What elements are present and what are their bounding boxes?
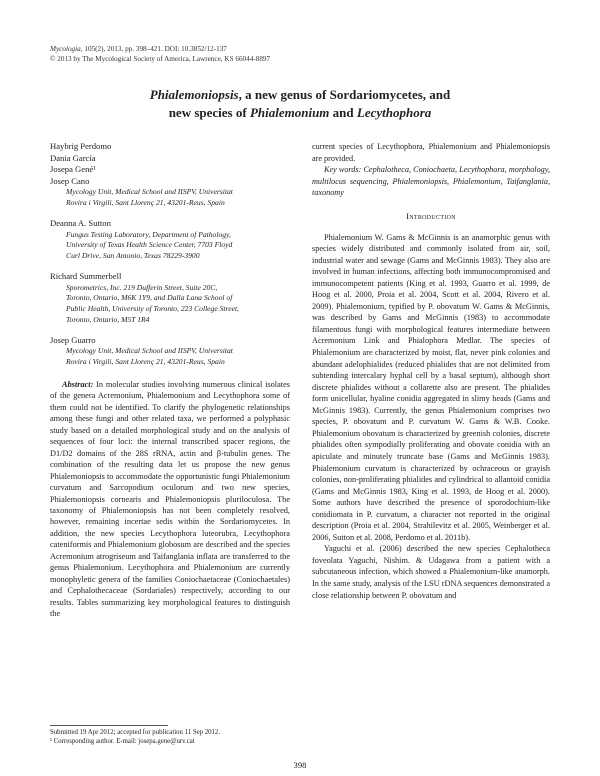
keywords-label: Key words: [324, 165, 362, 175]
abstract-label: Abstract: [62, 380, 94, 389]
affiliation [50, 283, 290, 326]
title-line1: , a new genus of Sordariomycetes, and [238, 87, 451, 102]
affiliation [50, 346, 290, 368]
footnotes [50, 728, 290, 746]
affiliation-line: Sporometrics, Inc. 219 Dufferin Street, Suite 20C, [66, 282, 218, 292]
affiliation-line: Fungus Testing Laboratory, Department of Pathology, [66, 229, 231, 239]
copyright-line: © 2013 by The Mycological Society of America, Lawrence, KS 66044-8897 [50, 55, 271, 63]
title-line2-pre: new species of [168, 105, 250, 120]
author-name: Josep Guarro [50, 334, 96, 345]
affiliation-line: Rovira i Virgili, Sant Llorenç 21, 43201-Reus, Spain [66, 198, 225, 208]
article-title [60, 86, 540, 122]
affiliation-line: University of Texas Health Science Center, 7703 Floyd [66, 240, 233, 250]
right-column [312, 141, 550, 601]
affiliation-line: Curl Drive, San Antonio, Texas 78229-3900 [66, 251, 200, 261]
author-name: Deanna A. Sutton [50, 217, 111, 228]
author-block [50, 335, 290, 368]
author-block [50, 271, 290, 326]
affiliation-line: Public Health, University of Toronto, 223 College Street, [66, 304, 239, 314]
title-genus: Phialemoniopsis [149, 87, 239, 102]
affiliation-line: Mycology Unit, Medical School and IISPV, Universitat [66, 346, 233, 356]
title-genus-2: Phialemonium [249, 105, 330, 120]
submission-note: Submitted 19 Apr 2012; accepted for publication 11 Sep 2012. [50, 729, 221, 736]
citation-header [50, 44, 270, 64]
affiliation-line: Rovira i Virgili, Sant Llorenç 21, 43201-Reus, Spain [66, 357, 225, 367]
title-line2-mid: and [329, 105, 357, 120]
intro-paragraph-1: Phialemonium W. Gams & McGinnis is an anamorphic genus with species widely distributed and commonly isolated from air, soil, industrial water and sewage (Gams and McGinnis 1983). They also are involved in human infections, affecting both immunocompromised and immunocompetent patients (King et al. 1993, Guarro et al. 1999, de Hoog et al. 2000, Proia et al. 2004, Scott et al. 2004, Rivero et al. 2009). Phialemonium, typified by P. obovatum W. Gams & McGinnis, was described by Gams and McGinnis (1983) to accommodate filamentous fungi with morphological features intermediate between Acremonium Link and Phialophora Medlar. The species of Phialemonium are characterized by moist, flat, never pink colonies and abundant adelophialides (reduced phialides that are not delimited from subtending intercalary hyphal cell by a basal septum), although short discrete phialides without a collarette also are present. The phialides form unicellular, hyaline conidia aggregated in slimy heads (Gams and McGinnis 1983). Currently, the genus Phialemonium comprises two species, P. obovatum and P. curvatum W. Gams & W.B. Cooke. Phialemonium obovatum is characterized by greenish colonies, discrete phialides often sympodially proliferating and obovate conidia with an apiculate and minutely truncate base (Gams and McGinnis 1983). Phialemonium curvatum is characterized by ochraceous or grayish colonies, non-proliferating phialides and cylindrical to allantoid conidia (Gams and McGinnis 1983, King et al. 1993, de Hoog et al. 2000). Some authors have described the presence of sporodochium-like conidiomata in P. curvatum, a character not reported in the original description (Proia et al. 2004, Strahilevitz et al. 2005, Weinberger et al. 2006, Sutton et al. 2008, Perdomo et al. 2011b). [312, 232, 550, 542]
journal-name: Mycologia [50, 45, 81, 53]
affiliation-line: Mycology Unit, Medical School and IISPV, Universitat [66, 187, 233, 197]
abstract [50, 379, 290, 620]
intro-paragraph-2: Yaguchi et al. (2006) described the new species Cephalotheca foveolata Yaguchi, Nishim. & Udagawa from a patient with a subcutaneous infection, which showed a Phialemonium-like anamorph. In the same study, analysis of the LSU rDNA sequences demonstrated a close relationship between P. obovatum and [312, 544, 550, 600]
author-name: Haybrig Perdomo [50, 141, 112, 151]
corresponding-note: ¹ Corresponding author. E-mail: josepa.gene@urv.cat [50, 738, 195, 745]
affiliation [50, 230, 290, 262]
author-block [50, 218, 290, 262]
author-block [50, 141, 290, 209]
affiliation [50, 187, 290, 209]
section-heading: Introduction [406, 210, 456, 221]
page-number: 398 [293, 760, 307, 770]
author-name: Josepa Gené¹ [50, 164, 96, 175]
author-name: Dania García [50, 152, 96, 163]
author-name: Josep Cano [50, 175, 90, 186]
author-name: Richard Summerbell [50, 270, 122, 281]
abstract-continuation: current species of Lecythophora, Phialemonium and Phialemoniopsis are provided. [312, 142, 550, 163]
affiliation-line: Toronto, Ontario, M5T 1R4 [66, 314, 150, 324]
abstract-text: In molecular studies involving numerous clinical isolates of the genera Acremonium, Phialemonium and Lecythophora some of them could not be identified. To clarify the phylogenetic relationships among these fungi and other related taxa, we performed a polyphasic study based on a detailed morphological study and on the analysis of sequences of four loci: the internal transcribed spacer regions, the D1/D2 domains of the 28S rRNA, actin and β-tubulin genes. The combination of the resulting data let us propose the new genus Phialemoniopsis to accommodate the opportunistic fungi Phialemonium curvatum and Sarcopodium oculorum and two new species, Phialemoniopsis cornearis and Phialemoniopsis pluriloculosa. The taxonomy of Phialemoniopsis has not been completely resolved, however, remaining incertae sedis within the Sordariomycetes. In addition, the new species Lecythophora luteorubra, Lecythophora cateniformis and Phialemonium globosum are described and the species Acremonium atrogriseum and Taifanglania inflata are transferred to the genus Phialemonium. Lecythophora and Phialemonium are currently monophyletic genera of the families Coniochaetaceae (Coniochaetales) and Cephalothecaceae (Sordariales) respectively, according to our results. Tables summarizing key morphological features to distinguish the [50, 380, 290, 619]
keywords: Cephalotheca, Coniochaeta, Lecythophora, morphology, multilocus sequencing, Phialemoniopsis, Phialemonium, Taifanglania, taxonomy [312, 165, 550, 198]
citation-details: , 105(2), 2013, pp. 398–421. DOI: 10.3852/12-137 [80, 45, 227, 53]
left-column [50, 141, 290, 373]
title-genus-3: Lecythophora [356, 105, 432, 120]
footnote-rule [50, 725, 168, 726]
affiliation-line: Toronto, Ontario, M6K 1Y9, and Dalla Lana School of [66, 293, 233, 303]
